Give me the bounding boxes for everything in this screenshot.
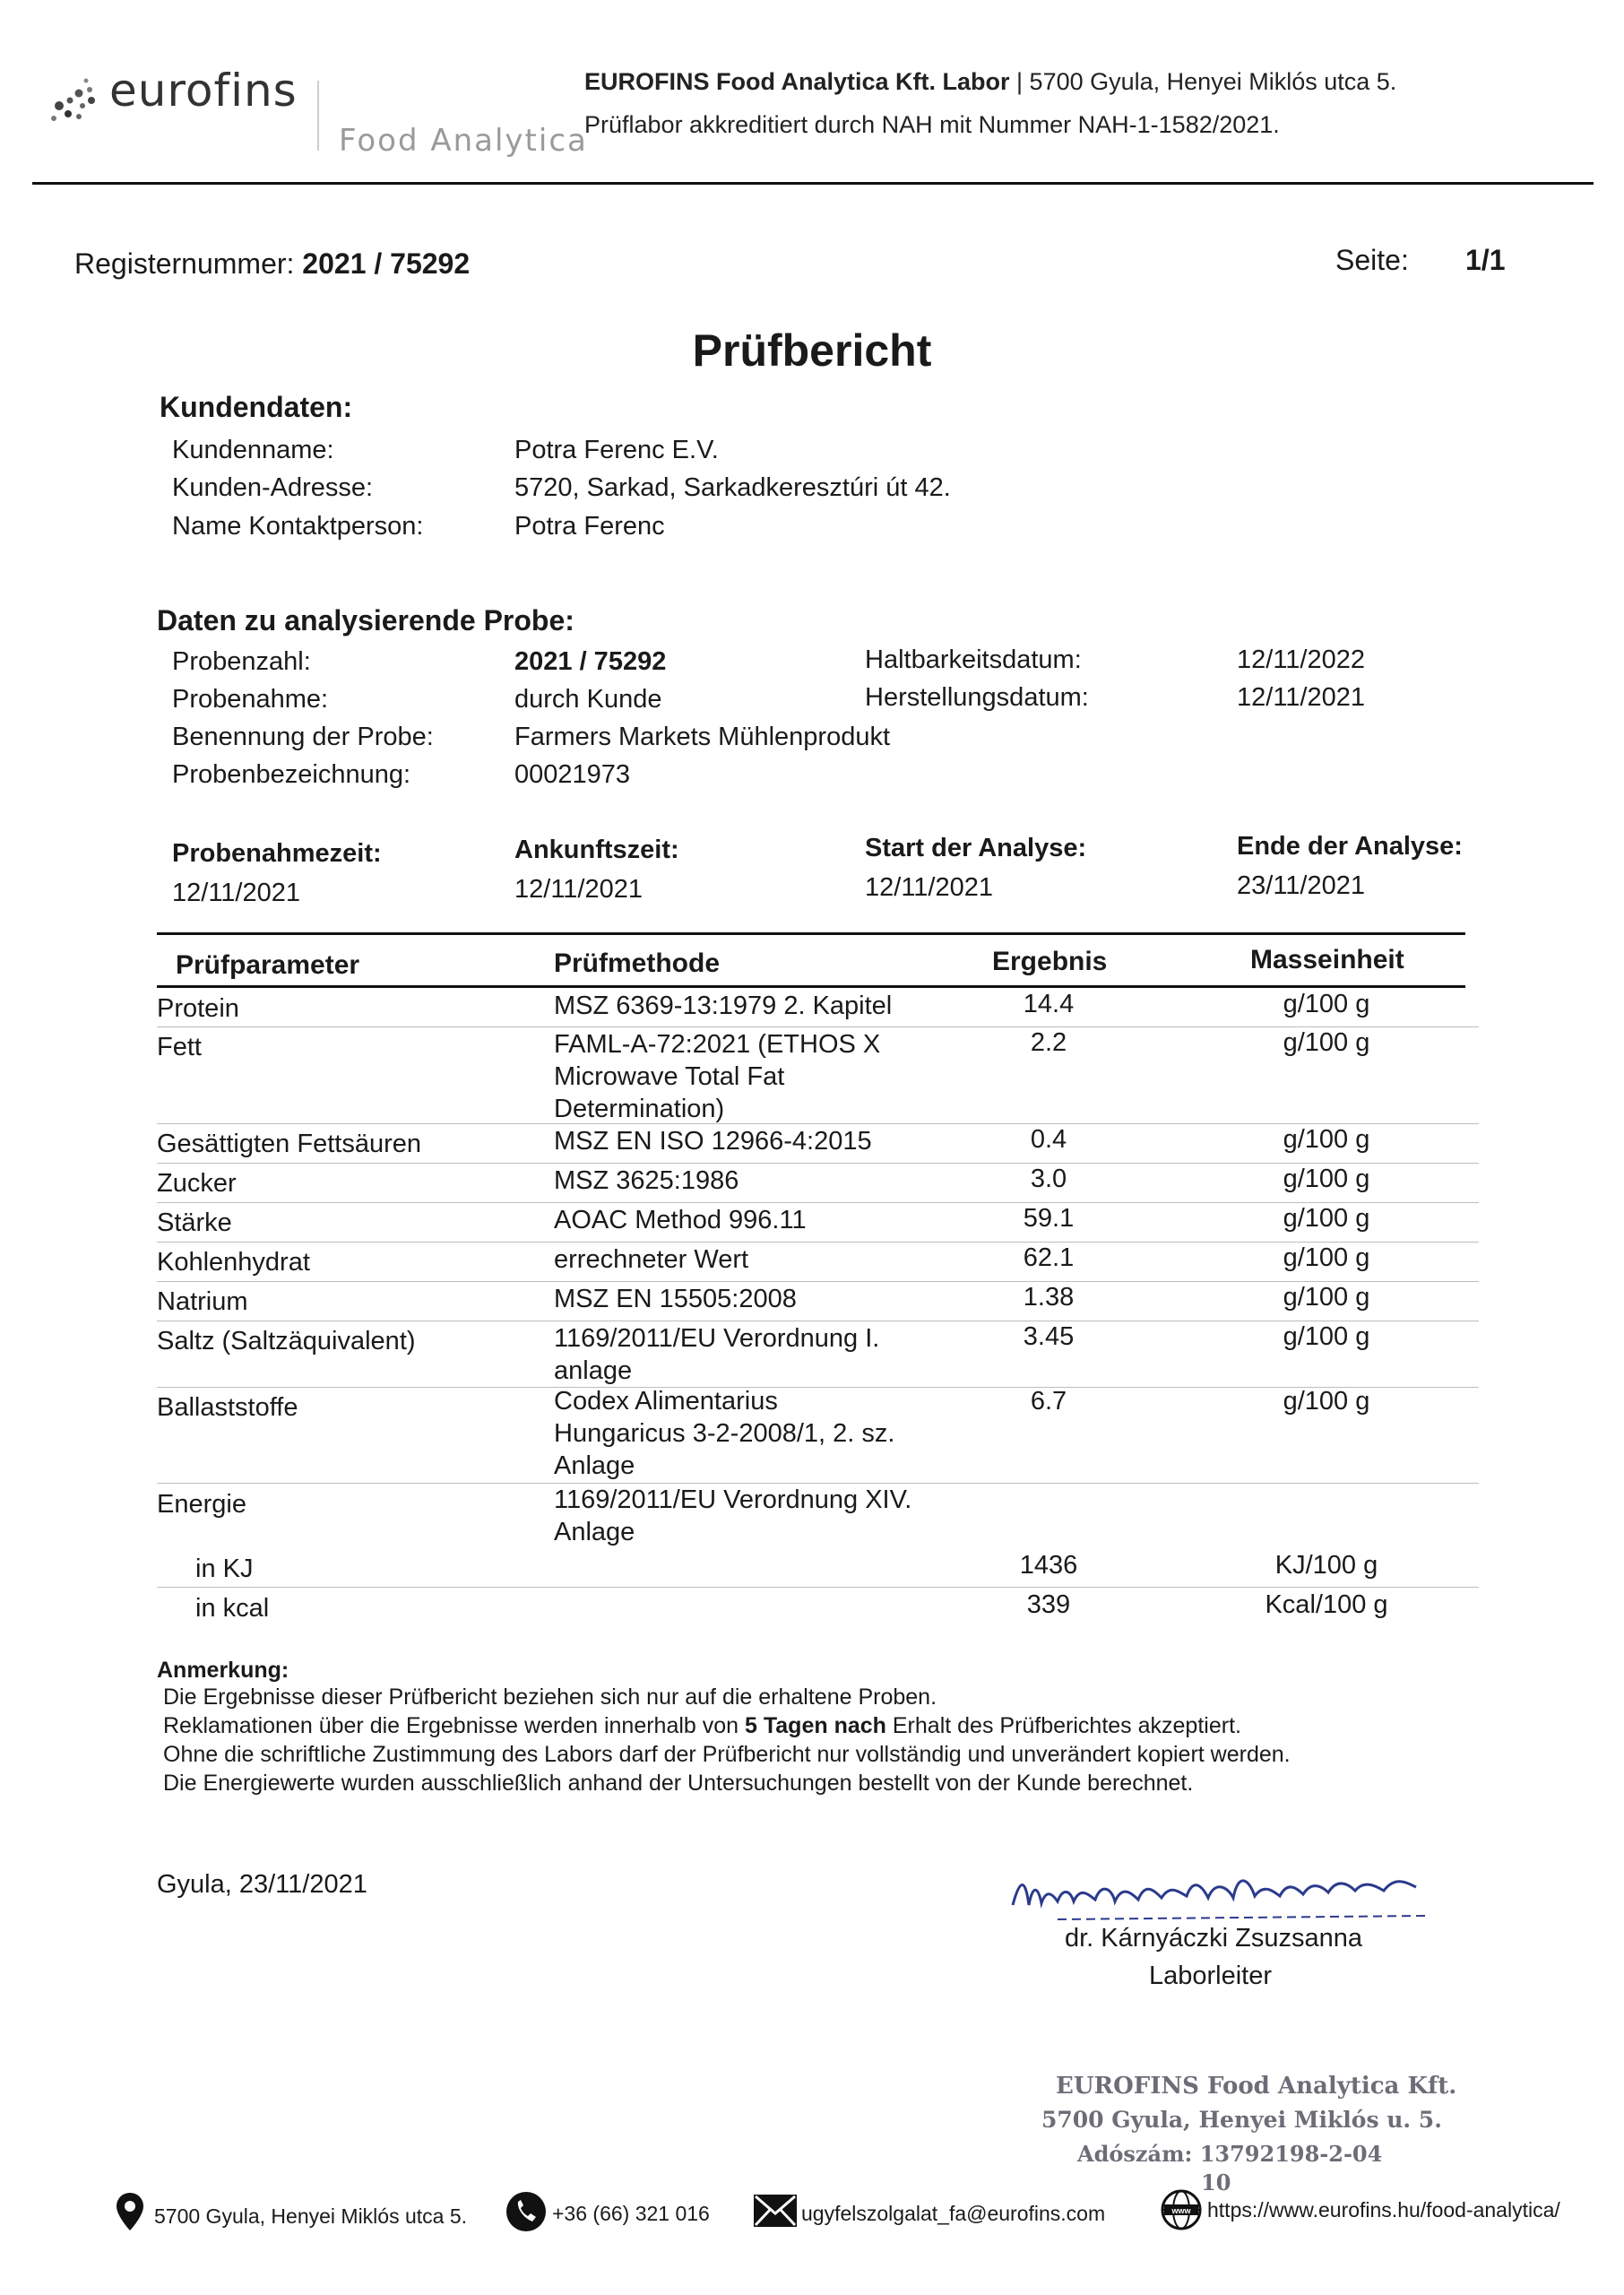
col-header-unit: Masseinheit [1250, 945, 1404, 974]
row-sugar-result: 3.0 [1030, 1165, 1067, 1193]
header-rule [32, 182, 1594, 185]
row-sodium-method: MSZ EN 15505:2008 [554, 1285, 797, 1313]
lab-name: EUROFINS Food Analytica Kft. Labor [584, 68, 1010, 95]
footer-address: 5700 Gyula, Henyei Miklós utca 5. [154, 2204, 468, 2228]
footer-email[interactable]: ugyfelszolgalat_fa@eurofins.com [801, 2202, 1106, 2225]
arrival-time-value: 12/11/2021 [514, 875, 643, 904]
row-fat-param: Fett [157, 1033, 202, 1061]
row-carbohydrate-method: errechneter Wert [554, 1245, 749, 1274]
signer-name: dr. Kárnyáczki Zsuzsanna [1065, 1924, 1363, 1953]
row-protein-unit: g/100 g [1283, 990, 1370, 1018]
row-energy-method: 1169/2011/EU Verordnung XIV. Anlage [554, 1485, 912, 1546]
logo-wordmark: eurofins [109, 65, 298, 117]
remarks-line-2c: Erhalt des Prüfberichtes akzeptiert. [885, 1713, 1241, 1738]
web-icon [1161, 2189, 1202, 2230]
sampling-label: Probenahme: [172, 685, 329, 714]
row-salt-unit: g/100 g [1283, 1322, 1370, 1351]
remarks-line-2b: 5 Tagen nach [745, 1713, 886, 1738]
row-fiber-param: Ballaststoffe [157, 1393, 298, 1422]
customer-address-value: 5720, Sarkad, Sarkadkeresztúri út 42. [514, 473, 951, 502]
sample-id-value: 00021973 [514, 760, 631, 789]
col-header-parameter: Prüfparameter [176, 950, 360, 980]
row-saturated-fat-param: Gesättigten Fettsäuren [157, 1130, 421, 1158]
remarks-line-4: Die Energiewerte wurden ausschließlich anhand der Untersuchungen bestellt von der Kunde berechnet. [163, 1771, 1194, 1796]
customer-section-title: Kundendaten: [160, 391, 353, 423]
row-sugar-unit: g/100 g [1283, 1165, 1370, 1193]
row-starch-unit: g/100 g [1283, 1204, 1370, 1233]
row-fat-unit: g/100 g [1283, 1028, 1370, 1057]
row-sodium-result: 1.38 [1023, 1283, 1075, 1312]
row-carbohydrate-result: 62.1 [1023, 1243, 1075, 1272]
row-fat-result: 2.2 [1030, 1028, 1067, 1057]
remarks-line-1: Die Ergebnisse dieser Prüfbericht beziehen sich nur auf die erhaltene Proben. [163, 1684, 937, 1710]
row-starch-method: AOAC Method 996.11 [554, 1206, 807, 1234]
row-starch-result: 59.1 [1023, 1204, 1075, 1233]
page-value: 1/1 [1465, 244, 1506, 276]
sampling-time-value: 12/11/2021 [172, 879, 300, 907]
sample-section-title: Daten zu analysierende Probe: [157, 604, 574, 637]
register-value: 2021 / 75292 [302, 247, 471, 280]
expiry-date-label: Haltbarkeitsdatum: [865, 645, 1082, 674]
row-saturated-fat-unit: g/100 g [1283, 1125, 1370, 1154]
sample-name-label: Benennung der Probe: [172, 723, 434, 751]
customer-name-label: Kundenname: [172, 436, 334, 464]
row-energy-kj-result: 1436 [1019, 1551, 1078, 1580]
row-energy-kcal-unit: Kcal/100 g [1265, 1590, 1388, 1619]
production-date-value: 12/11/2021 [1237, 683, 1365, 712]
production-date-label: Herstellungsdatum: [865, 683, 1089, 712]
customer-address-label: Kunden-Adresse: [172, 473, 374, 502]
logo-divider [317, 81, 319, 151]
row-saturated-fat-method: MSZ EN ISO 12966-4:2015 [554, 1127, 872, 1156]
row-sugar-method: MSZ 3625:1986 [554, 1166, 739, 1195]
col-header-method: Prüfmethode [554, 948, 721, 978]
footer-website[interactable]: https://www.eurofins.hu/food-analytica/ [1207, 2198, 1560, 2221]
row-energy-kcal-result: 339 [1026, 1590, 1071, 1619]
row-energy-kj-unit: KJ/100 g [1274, 1551, 1378, 1580]
row-energy-kj-param: in KJ [195, 1555, 254, 1583]
row-sugar-param: Zucker [157, 1169, 237, 1198]
row-energy-kcal-param: in kcal [195, 1594, 270, 1623]
page-title: Prüfbericht [692, 325, 932, 376]
row-fiber-result: 6.7 [1030, 1387, 1067, 1416]
sample-number-label: Probenzahl: [172, 647, 311, 676]
phone-icon [505, 2191, 547, 2232]
row-fiber-unit: g/100 g [1283, 1387, 1370, 1416]
sample-number-value: 2021 / 75292 [514, 647, 667, 676]
col-header-result: Ergebnis [992, 947, 1108, 976]
contact-person-label: Name Kontaktperson: [172, 512, 424, 541]
row-carbohydrate-unit: g/100 g [1283, 1243, 1370, 1272]
eurofins-logo-dots [47, 74, 109, 136]
contact-person-value: Potra Ferenc [514, 512, 665, 541]
row-starch-param: Stärke [157, 1208, 232, 1237]
row-salt-method: 1169/2011/EU Verordnung I. anlage [554, 1324, 880, 1385]
lab-address: | 5700 Gyula, Henyei Miklós utca 5. [1016, 68, 1397, 95]
envelope-icon [753, 2194, 798, 2228]
row-sodium-param: Natrium [157, 1287, 248, 1316]
row-energy-param: Energie [157, 1490, 246, 1519]
row-fiber-method: Codex Alimentarius Hungaricus 3-2-2008/1, 2. sz. Anlage [554, 1387, 895, 1480]
sample-id-label: Probenbezeichnung: [172, 760, 411, 789]
expiry-date-value: 12/11/2022 [1237, 645, 1365, 674]
remarks-line-2 [163, 1711, 1241, 1740]
signer-role: Laborleiter [1149, 1962, 1273, 1990]
register-number [74, 247, 470, 281]
customer-name-value: Potra Ferenc E.V. [514, 436, 719, 464]
remarks-title: Anmerkung: [157, 1658, 289, 1683]
lab-header [584, 68, 1396, 96]
row-protein-param: Protein [157, 994, 239, 1023]
logo-subtitle: Food Analytica [339, 123, 588, 159]
company-stamp-line-4: 10 [1201, 2169, 1231, 2195]
sample-name-value: Farmers Markets Mühlenprodukt [514, 723, 891, 751]
analysis-end-value: 23/11/2021 [1237, 871, 1365, 900]
arrival-time-label: Ankunftszeit: [514, 836, 679, 864]
company-stamp-line-2: 5700 Gyula, Henyei Miklós u. 5. [1041, 2107, 1442, 2133]
row-carbohydrate-param: Kohlenhydrat [157, 1248, 310, 1277]
register-label: Registernummer: [74, 247, 295, 280]
company-stamp-line-1: EUROFINS Food Analytica Kft. [1056, 2073, 1457, 2100]
remarks-line-2a: Reklamationen über die Ergebnisse werden innerhalb von [163, 1713, 746, 1738]
signature [1004, 1860, 1470, 1932]
eurofins-logo [47, 56, 315, 163]
company-stamp-line-3: Adószám: 13792198-2-04 [1077, 2141, 1383, 2167]
footer-phone[interactable]: +36 (66) 321 016 [552, 2202, 710, 2225]
accreditation-text: Prüflabor akkreditiert durch NAH mit Nummer NAH-1-1582/2021. [584, 111, 1280, 138]
remarks-line-3: Ohne die schriftliche Zustimmung des Labors darf der Prüfbericht nur vollständig und unverändert kopiert werden. [163, 1742, 1291, 1767]
row-protein-result: 14.4 [1023, 990, 1075, 1018]
row-protein-method: MSZ 6369-13:1979 2. Kapitel [554, 992, 893, 1020]
row-sodium-unit: g/100 g [1283, 1283, 1370, 1312]
sampling-value: durch Kunde [514, 685, 662, 714]
analysis-start-label: Start der Analyse: [865, 834, 1087, 862]
analysis-end-label: Ende der Analyse: [1237, 832, 1463, 861]
place-date: Gyula, 23/11/2021 [157, 1870, 367, 1899]
sampling-time-label: Probenahmezeit: [172, 839, 382, 868]
table-top-rule [157, 932, 1465, 935]
analysis-start-value: 12/11/2021 [865, 873, 993, 902]
row-saturated-fat-result: 0.4 [1030, 1125, 1067, 1154]
row-divider [157, 1587, 1479, 1588]
row-salt-result: 3.45 [1023, 1322, 1075, 1351]
svg-text:www: www [1171, 2206, 1191, 2215]
page-label: Seite: [1335, 244, 1409, 276]
location-pin-icon [115, 2191, 145, 2232]
row-fat-method: FAML-A-72:2021 (ETHOS X Microwave Total Fat Determination) [554, 1030, 881, 1123]
row-salt-param: Saltz (Saltzäquivalent) [157, 1327, 416, 1355]
